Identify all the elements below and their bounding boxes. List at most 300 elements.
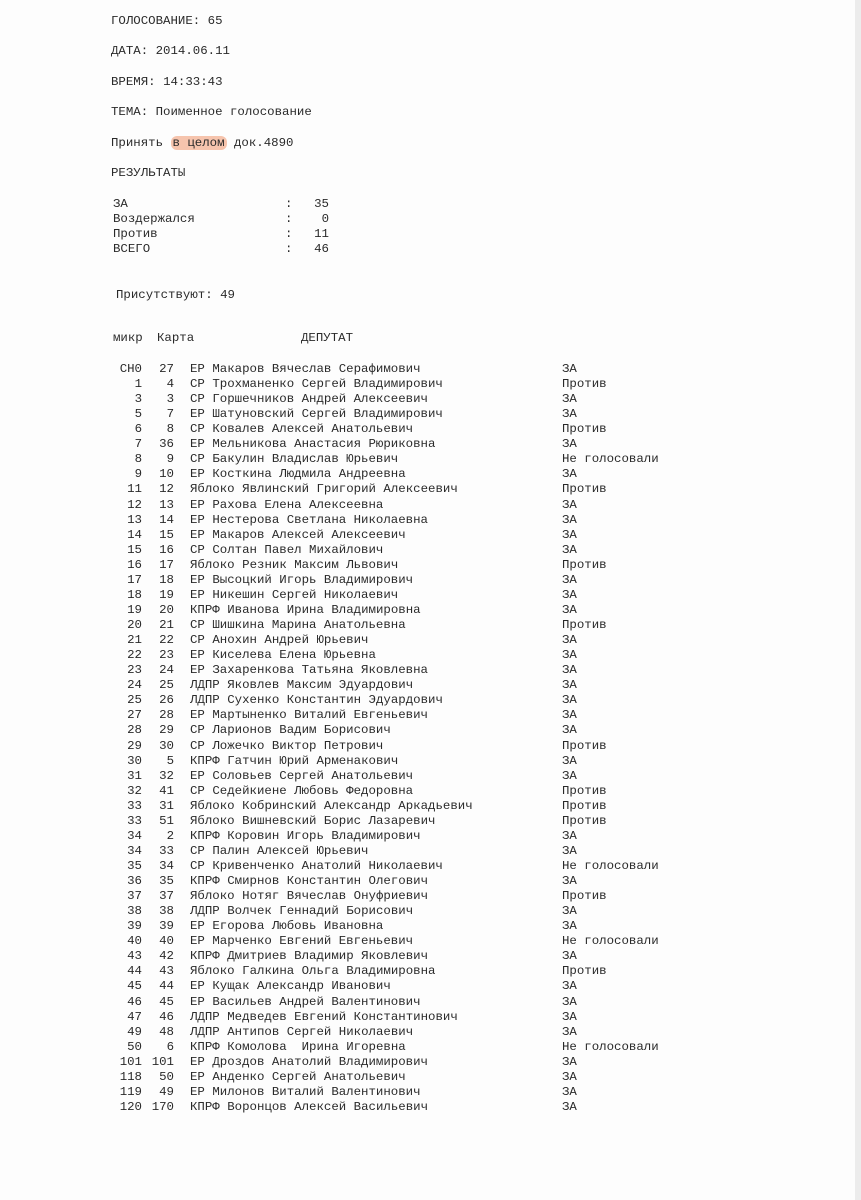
motion-line bbox=[111, 136, 294, 151]
motion-document: док.4890 bbox=[234, 136, 294, 150]
mic-cell: 50 bbox=[127, 1039, 142, 1054]
party-cell: СР bbox=[190, 618, 205, 633]
table-row bbox=[110, 995, 730, 1010]
deputy-name-cell: Смирнов Константин Олегович bbox=[227, 874, 429, 889]
party-cell: СР bbox=[190, 422, 205, 437]
result-label: ЗА bbox=[113, 197, 128, 211]
card-cell: 32 bbox=[159, 768, 174, 783]
party-cell: КПРФ bbox=[190, 1099, 220, 1114]
card-cell: 39 bbox=[159, 919, 174, 934]
party-cell: Яблоко bbox=[190, 482, 235, 497]
party-cell: СР bbox=[190, 377, 205, 392]
party-cell: ЕР bbox=[190, 407, 205, 422]
card-cell: 48 bbox=[159, 1024, 174, 1039]
card-cell: 2 bbox=[166, 828, 174, 843]
party-cell: КПРФ bbox=[190, 602, 220, 617]
table-row bbox=[110, 754, 730, 769]
party-cell: ЕР bbox=[190, 919, 205, 934]
card-cell: 7 bbox=[166, 407, 174, 422]
vote-cell: Против bbox=[562, 618, 607, 633]
mic-cell: СН0 bbox=[119, 362, 142, 376]
table-row bbox=[110, 482, 730, 497]
card-cell: 24 bbox=[159, 663, 174, 678]
party-cell: ЕР bbox=[190, 768, 205, 783]
table-row bbox=[110, 1100, 730, 1115]
table-row bbox=[110, 799, 730, 814]
mic-cell: 19 bbox=[127, 602, 142, 617]
vote-cell: ЗА bbox=[562, 723, 577, 738]
deputy-name-cell: Егорова Любовь Ивановна bbox=[212, 919, 384, 934]
col-header-card: Карта bbox=[157, 331, 195, 345]
table-row bbox=[110, 949, 730, 964]
vote-cell: ЗА bbox=[562, 1099, 577, 1114]
table-row bbox=[110, 467, 730, 482]
present-value: 49 bbox=[220, 288, 235, 302]
party-cell: ЛДПР bbox=[190, 1009, 220, 1024]
party-cell: ЛДПР bbox=[190, 904, 220, 919]
table-row bbox=[110, 362, 730, 377]
card-cell: 23 bbox=[159, 648, 174, 663]
card-cell: 28 bbox=[159, 708, 174, 723]
mic-cell: 49 bbox=[127, 1024, 142, 1039]
mic-cell: 33 bbox=[127, 813, 142, 828]
deputy-name-cell: Седейкиене Любовь Федоровна bbox=[212, 783, 414, 798]
party-cell: ЕР bbox=[190, 934, 205, 949]
vote-cell: ЗА bbox=[562, 392, 577, 407]
mic-cell: 23 bbox=[127, 663, 142, 678]
deputy-name-cell: Кущак Александр Иванович bbox=[212, 979, 391, 994]
card-cell: 49 bbox=[159, 1084, 174, 1099]
mic-cell: 11 bbox=[127, 482, 142, 497]
table-row bbox=[110, 693, 730, 708]
vote-cell: ЗА bbox=[562, 527, 577, 542]
mic-cell: 22 bbox=[127, 648, 142, 663]
table-row bbox=[110, 1070, 730, 1085]
vote-cell: ЗА bbox=[562, 648, 577, 663]
party-cell: ЕР bbox=[190, 497, 205, 512]
card-cell: 20 bbox=[159, 602, 174, 617]
party-cell: ЕР bbox=[190, 648, 205, 663]
vote-cell: ЗА bbox=[562, 663, 577, 678]
vote-cell: Не голосовали bbox=[562, 1039, 659, 1054]
party-cell: КПРФ bbox=[190, 874, 220, 889]
table-row bbox=[110, 829, 730, 844]
date-line bbox=[111, 44, 230, 59]
card-cell: 44 bbox=[159, 979, 174, 994]
time-label: ВРЕМЯ: bbox=[111, 75, 156, 89]
page-edge bbox=[855, 0, 861, 1200]
present-line bbox=[116, 288, 235, 303]
card-cell: 9 bbox=[166, 452, 174, 467]
result-value: 0 bbox=[321, 212, 329, 226]
vote-cell: ЗА bbox=[562, 633, 577, 648]
card-cell: 17 bbox=[159, 557, 174, 572]
card-cell: 41 bbox=[159, 783, 174, 798]
vote-cell: ЗА bbox=[562, 753, 577, 768]
vote-cell: Против bbox=[562, 798, 607, 813]
mic-cell: 12 bbox=[127, 497, 142, 512]
party-cell: КПРФ bbox=[190, 1039, 220, 1054]
party-cell: КПРФ bbox=[190, 828, 220, 843]
deputy-name-cell: Косткина Людмила Андреевна bbox=[212, 467, 406, 482]
vote-cell: ЗА bbox=[562, 407, 577, 422]
mic-cell: 29 bbox=[127, 738, 142, 753]
card-cell: 15 bbox=[159, 527, 174, 542]
vote-cell: ЗА bbox=[562, 497, 577, 512]
party-cell: ЕР bbox=[190, 467, 205, 482]
mic-cell: 34 bbox=[127, 843, 142, 858]
card-cell: 26 bbox=[159, 693, 174, 708]
mic-cell: 36 bbox=[127, 874, 142, 889]
mic-cell: 30 bbox=[127, 753, 142, 768]
mic-cell: 119 bbox=[119, 1084, 142, 1099]
card-cell: 6 bbox=[166, 1039, 174, 1054]
party-cell: Яблоко bbox=[190, 798, 235, 813]
table-row bbox=[110, 769, 730, 784]
deputy-name-cell: Вишневский Борис Лазаревич bbox=[242, 813, 436, 828]
party-cell: ЕР bbox=[190, 979, 205, 994]
deputy-name-cell: Нотяг Вячеслав Онуфриевич bbox=[242, 889, 429, 904]
mic-cell: 17 bbox=[127, 572, 142, 587]
deputy-name-cell: Медведев Евгений Константинович bbox=[227, 1009, 458, 1024]
table-row bbox=[110, 588, 730, 603]
result-colon: : bbox=[285, 212, 293, 226]
card-cell: 18 bbox=[159, 572, 174, 587]
vote-label: ГОЛОСОВАНИЕ: bbox=[111, 14, 201, 28]
card-cell: 13 bbox=[159, 497, 174, 512]
deputy-name-cell: Сухенко Константин Эдуардович bbox=[227, 693, 443, 708]
vote-cell: Против bbox=[562, 422, 607, 437]
mic-cell: 47 bbox=[127, 1009, 142, 1024]
vote-cell: Против bbox=[562, 964, 607, 979]
card-cell: 10 bbox=[159, 467, 174, 482]
vote-cell: ЗА bbox=[562, 362, 577, 376]
motion-prefix: Принять bbox=[111, 136, 164, 150]
vote-cell: Против bbox=[562, 783, 607, 798]
deputy-name-cell: Милонов Виталий Валентинович bbox=[212, 1084, 421, 1099]
topic-label: ТЕМА: bbox=[111, 105, 149, 119]
party-cell: ЛДПР bbox=[190, 1024, 220, 1039]
card-cell: 3 bbox=[166, 392, 174, 407]
card-cell: 40 bbox=[159, 934, 174, 949]
card-cell: 22 bbox=[159, 633, 174, 648]
party-cell: КПРФ bbox=[190, 753, 220, 768]
mic-cell: 43 bbox=[127, 949, 142, 964]
party-cell: СР bbox=[190, 843, 205, 858]
deputy-name-cell: Макаров Вячеслав Серафимович bbox=[212, 362, 421, 376]
card-cell: 4 bbox=[166, 377, 174, 392]
party-cell: ЕР bbox=[190, 1069, 205, 1084]
deputy-name-cell: Комолова Ирина Игоревна bbox=[227, 1039, 406, 1054]
vote-cell: ЗА bbox=[562, 1054, 577, 1069]
mic-cell: 16 bbox=[127, 557, 142, 572]
party-cell: ЕР bbox=[190, 362, 205, 376]
card-cell: 33 bbox=[159, 843, 174, 858]
deputy-name-cell: Антипов Сергей Николаевич bbox=[227, 1024, 414, 1039]
table-row bbox=[110, 964, 730, 979]
vote-cell: ЗА bbox=[562, 994, 577, 1009]
table-row bbox=[110, 678, 730, 693]
mic-cell: 31 bbox=[127, 768, 142, 783]
table-row bbox=[110, 513, 730, 528]
card-cell: 46 bbox=[159, 1009, 174, 1024]
table-row bbox=[110, 452, 730, 467]
vote-cell: ЗА bbox=[562, 678, 577, 693]
vote-cell: Против bbox=[562, 813, 607, 828]
mic-cell: 39 bbox=[127, 919, 142, 934]
party-cell: СР bbox=[190, 633, 205, 648]
table-row bbox=[110, 1040, 730, 1055]
party-cell: СР bbox=[190, 738, 205, 753]
vote-cell: ЗА bbox=[562, 437, 577, 452]
col-header-deputy: ДЕПУТАТ bbox=[301, 331, 354, 345]
vote-cell: ЗА bbox=[562, 919, 577, 934]
table-row bbox=[110, 919, 730, 934]
deputy-name-cell: Горшечников Андрей Алексеевич bbox=[212, 392, 428, 407]
table-row bbox=[110, 603, 730, 618]
party-cell: Яблоко bbox=[190, 813, 235, 828]
mic-cell: 44 bbox=[127, 964, 142, 979]
vote-cell: ЗА bbox=[562, 979, 577, 994]
table-row bbox=[110, 784, 730, 799]
table-row bbox=[110, 1085, 730, 1100]
deputy-name-cell: Рахова Елена Алексеевна bbox=[212, 497, 384, 512]
vote-cell: Против bbox=[562, 889, 607, 904]
deputy-name-cell: Васильев Андрей Валентинович bbox=[212, 994, 421, 1009]
result-label: Против bbox=[113, 227, 158, 241]
deputy-name-cell: Ковалев Алексей Анатольевич bbox=[212, 422, 414, 437]
table-row bbox=[110, 844, 730, 859]
party-cell: СР bbox=[190, 723, 205, 738]
vote-cell: Против bbox=[562, 557, 607, 572]
table-row bbox=[110, 1010, 730, 1025]
deputy-name-cell: Дроздов Анатолий Владимирович bbox=[212, 1054, 428, 1069]
mic-cell: 40 bbox=[127, 934, 142, 949]
result-value: 11 bbox=[314, 227, 329, 241]
vote-cell: ЗА bbox=[562, 572, 577, 587]
vote-cell: Не голосовали bbox=[562, 452, 659, 467]
time-value: 14:33:43 bbox=[163, 75, 223, 89]
mic-cell: 13 bbox=[127, 512, 142, 527]
party-cell: ЕР bbox=[190, 527, 205, 542]
table-row bbox=[110, 618, 730, 633]
result-colon: : bbox=[285, 197, 293, 211]
card-cell: 14 bbox=[159, 512, 174, 527]
date-value: 2014.06.11 bbox=[155, 44, 230, 58]
result-label: Воздержался bbox=[113, 212, 195, 226]
deputy-name-cell: Ларионов Вадим Борисович bbox=[212, 723, 391, 738]
deputy-name-cell: Никешин Сергей Николаевич bbox=[212, 587, 399, 602]
deputy-name-cell: Шишкина Марина Анатольевна bbox=[212, 618, 406, 633]
table-row bbox=[110, 1055, 730, 1070]
vote-cell: ЗА bbox=[562, 1024, 577, 1039]
table-row bbox=[110, 889, 730, 904]
party-cell: Яблоко bbox=[190, 557, 235, 572]
vote-cell: ЗА bbox=[562, 1069, 577, 1084]
vote-cell: ЗА bbox=[562, 512, 577, 527]
deputy-name-cell: Явлинский Григорий Алексеевич bbox=[242, 482, 458, 497]
vote-cell: Против bbox=[562, 482, 607, 497]
deputy-name-cell: Мартыненко Виталий Евгеньевич bbox=[212, 708, 428, 723]
deputy-name-cell: Соловьев Сергей Анатольевич bbox=[212, 768, 414, 783]
mic-cell: 37 bbox=[127, 889, 142, 904]
deputy-name-cell: Высоцкий Игорь Владимирович bbox=[212, 572, 414, 587]
mic-cell: 45 bbox=[127, 979, 142, 994]
party-cell: Яблоко bbox=[190, 889, 235, 904]
party-cell: ЛДПР bbox=[190, 693, 220, 708]
party-cell: СР bbox=[190, 392, 205, 407]
mic-cell: 32 bbox=[127, 783, 142, 798]
deputy-name-cell: Воронцов Алексей Васильевич bbox=[227, 1099, 429, 1114]
result-colon: : bbox=[285, 242, 293, 256]
vote-cell: Не голосовали bbox=[562, 934, 659, 949]
deputy-name-cell: Палин Алексей Юрьевич bbox=[212, 843, 369, 858]
deputy-name-cell: Захаренкова Татьяна Яковлевна bbox=[212, 663, 428, 678]
mic-cell: 46 bbox=[127, 994, 142, 1009]
deputy-name-cell: Иванова Ирина Владимировна bbox=[227, 602, 421, 617]
mic-cell: 101 bbox=[119, 1054, 142, 1069]
card-cell: 34 bbox=[159, 858, 174, 873]
party-cell: ЕР bbox=[190, 587, 205, 602]
mic-cell: 24 bbox=[127, 678, 142, 693]
deputy-name-cell: Марченко Евгений Евгеньевич bbox=[212, 934, 414, 949]
card-cell: 170 bbox=[151, 1099, 174, 1114]
table-row bbox=[110, 573, 730, 588]
card-cell: 38 bbox=[159, 904, 174, 919]
deputy-name-cell: Кобринский Александр Аркадьевич bbox=[242, 798, 473, 813]
card-cell: 50 bbox=[159, 1069, 174, 1084]
vote-cell: ЗА bbox=[562, 843, 577, 858]
mic-cell: 15 bbox=[127, 542, 142, 557]
mic-cell: 38 bbox=[127, 904, 142, 919]
card-cell: 8 bbox=[166, 422, 174, 437]
card-cell: 19 bbox=[159, 587, 174, 602]
card-cell: 43 bbox=[159, 964, 174, 979]
table-row bbox=[110, 633, 730, 648]
table-row bbox=[110, 934, 730, 949]
table-row bbox=[110, 814, 730, 829]
result-label: ВСЕГО bbox=[113, 242, 151, 256]
party-cell: ЕР bbox=[190, 572, 205, 587]
table-row bbox=[110, 392, 730, 407]
mic-cell: 8 bbox=[134, 452, 142, 467]
card-cell: 27 bbox=[159, 362, 174, 376]
vote-cell: ЗА bbox=[562, 768, 577, 783]
table-row bbox=[110, 859, 730, 874]
card-cell: 37 bbox=[159, 889, 174, 904]
mic-cell: 18 bbox=[127, 587, 142, 602]
party-cell: ЕР bbox=[190, 1054, 205, 1069]
party-cell: СР bbox=[190, 452, 205, 467]
vote-cell: ЗА bbox=[562, 587, 577, 602]
deputy-name-cell: Шатуновский Сергей Владимирович bbox=[212, 407, 443, 422]
party-cell: ЕР bbox=[190, 994, 205, 1009]
deputy-name-cell: Дмитриев Владимир Яковлевич bbox=[227, 949, 429, 964]
motion-highlight: в целом bbox=[172, 136, 225, 150]
mic-cell: 21 bbox=[127, 633, 142, 648]
vote-cell: ЗА bbox=[562, 1009, 577, 1024]
table-row bbox=[110, 1025, 730, 1040]
party-cell: ЕР bbox=[190, 1084, 205, 1099]
vote-cell: ЗА bbox=[562, 693, 577, 708]
deputy-name-cell: Киселева Елена Юрьевна bbox=[212, 648, 376, 663]
deputy-name-cell: Солтан Павел Михайлович bbox=[212, 542, 384, 557]
table-row bbox=[110, 708, 730, 723]
table-row bbox=[110, 723, 730, 738]
vote-cell: ЗА bbox=[562, 949, 577, 964]
table-row bbox=[110, 407, 730, 422]
card-cell: 51 bbox=[159, 813, 174, 828]
mic-cell: 27 bbox=[127, 708, 142, 723]
vote-number-line bbox=[111, 14, 223, 29]
party-cell: СР bbox=[190, 783, 205, 798]
table-row bbox=[110, 648, 730, 663]
vote-cell: ЗА bbox=[562, 542, 577, 557]
party-cell: Яблоко bbox=[190, 964, 235, 979]
deputy-name-cell: Волчек Геннадий Борисович bbox=[227, 904, 414, 919]
result-value: 46 bbox=[314, 242, 329, 256]
mic-cell: 118 bbox=[119, 1069, 142, 1084]
vote-cell: Не голосовали bbox=[562, 858, 659, 873]
vote-cell: ЗА bbox=[562, 708, 577, 723]
deputy-name-cell: Гатчин Юрий Арменакович bbox=[227, 753, 399, 768]
vote-cell: ЗА bbox=[562, 874, 577, 889]
vote-cell: ЗА bbox=[562, 602, 577, 617]
table-row bbox=[110, 904, 730, 919]
party-cell: ЛДПР bbox=[190, 678, 220, 693]
mic-cell: 28 bbox=[127, 723, 142, 738]
deputy-name-cell: Резник Максим Львович bbox=[242, 557, 399, 572]
mic-cell: 20 bbox=[127, 618, 142, 633]
vote-cell: Против bbox=[562, 738, 607, 753]
card-cell: 12 bbox=[159, 482, 174, 497]
vote-cell: ЗА bbox=[562, 828, 577, 843]
table-row bbox=[110, 739, 730, 754]
vote-cell: Против bbox=[562, 377, 607, 392]
deputy-name-cell: Трохманенко Сергей Владимирович bbox=[212, 377, 443, 392]
card-cell: 35 bbox=[159, 874, 174, 889]
table-row bbox=[110, 543, 730, 558]
mic-cell: 5 bbox=[134, 407, 142, 422]
vote-number: 65 bbox=[207, 14, 223, 28]
card-cell: 16 bbox=[159, 542, 174, 557]
party-cell: ЕР bbox=[190, 512, 205, 527]
mic-cell: 25 bbox=[127, 693, 142, 708]
vote-cell: ЗА bbox=[562, 1084, 577, 1099]
deputy-name-cell: Анденко Сергей Анатольевич bbox=[212, 1069, 406, 1084]
mic-cell: 1 bbox=[134, 377, 142, 392]
time-line bbox=[111, 75, 223, 90]
card-cell: 31 bbox=[159, 798, 174, 813]
deputy-name-cell: Кривенченко Анатолий Николаевич bbox=[212, 858, 443, 873]
mic-cell: 6 bbox=[134, 422, 142, 437]
table-row bbox=[110, 558, 730, 573]
mic-cell: 9 bbox=[134, 467, 142, 482]
mic-cell: 34 bbox=[127, 828, 142, 843]
table-row bbox=[110, 874, 730, 889]
result-colon: : bbox=[285, 227, 293, 241]
mic-cell: 33 bbox=[127, 798, 142, 813]
vote-cell: ЗА bbox=[562, 467, 577, 482]
party-cell: ЕР bbox=[190, 708, 205, 723]
card-cell: 29 bbox=[159, 723, 174, 738]
card-cell: 25 bbox=[159, 678, 174, 693]
card-cell: 101 bbox=[151, 1054, 174, 1069]
table-row bbox=[110, 979, 730, 994]
deputy-name-cell: Нестерова Светлана Николаевна bbox=[212, 512, 428, 527]
card-cell: 42 bbox=[159, 949, 174, 964]
mic-cell: 7 bbox=[134, 437, 142, 452]
